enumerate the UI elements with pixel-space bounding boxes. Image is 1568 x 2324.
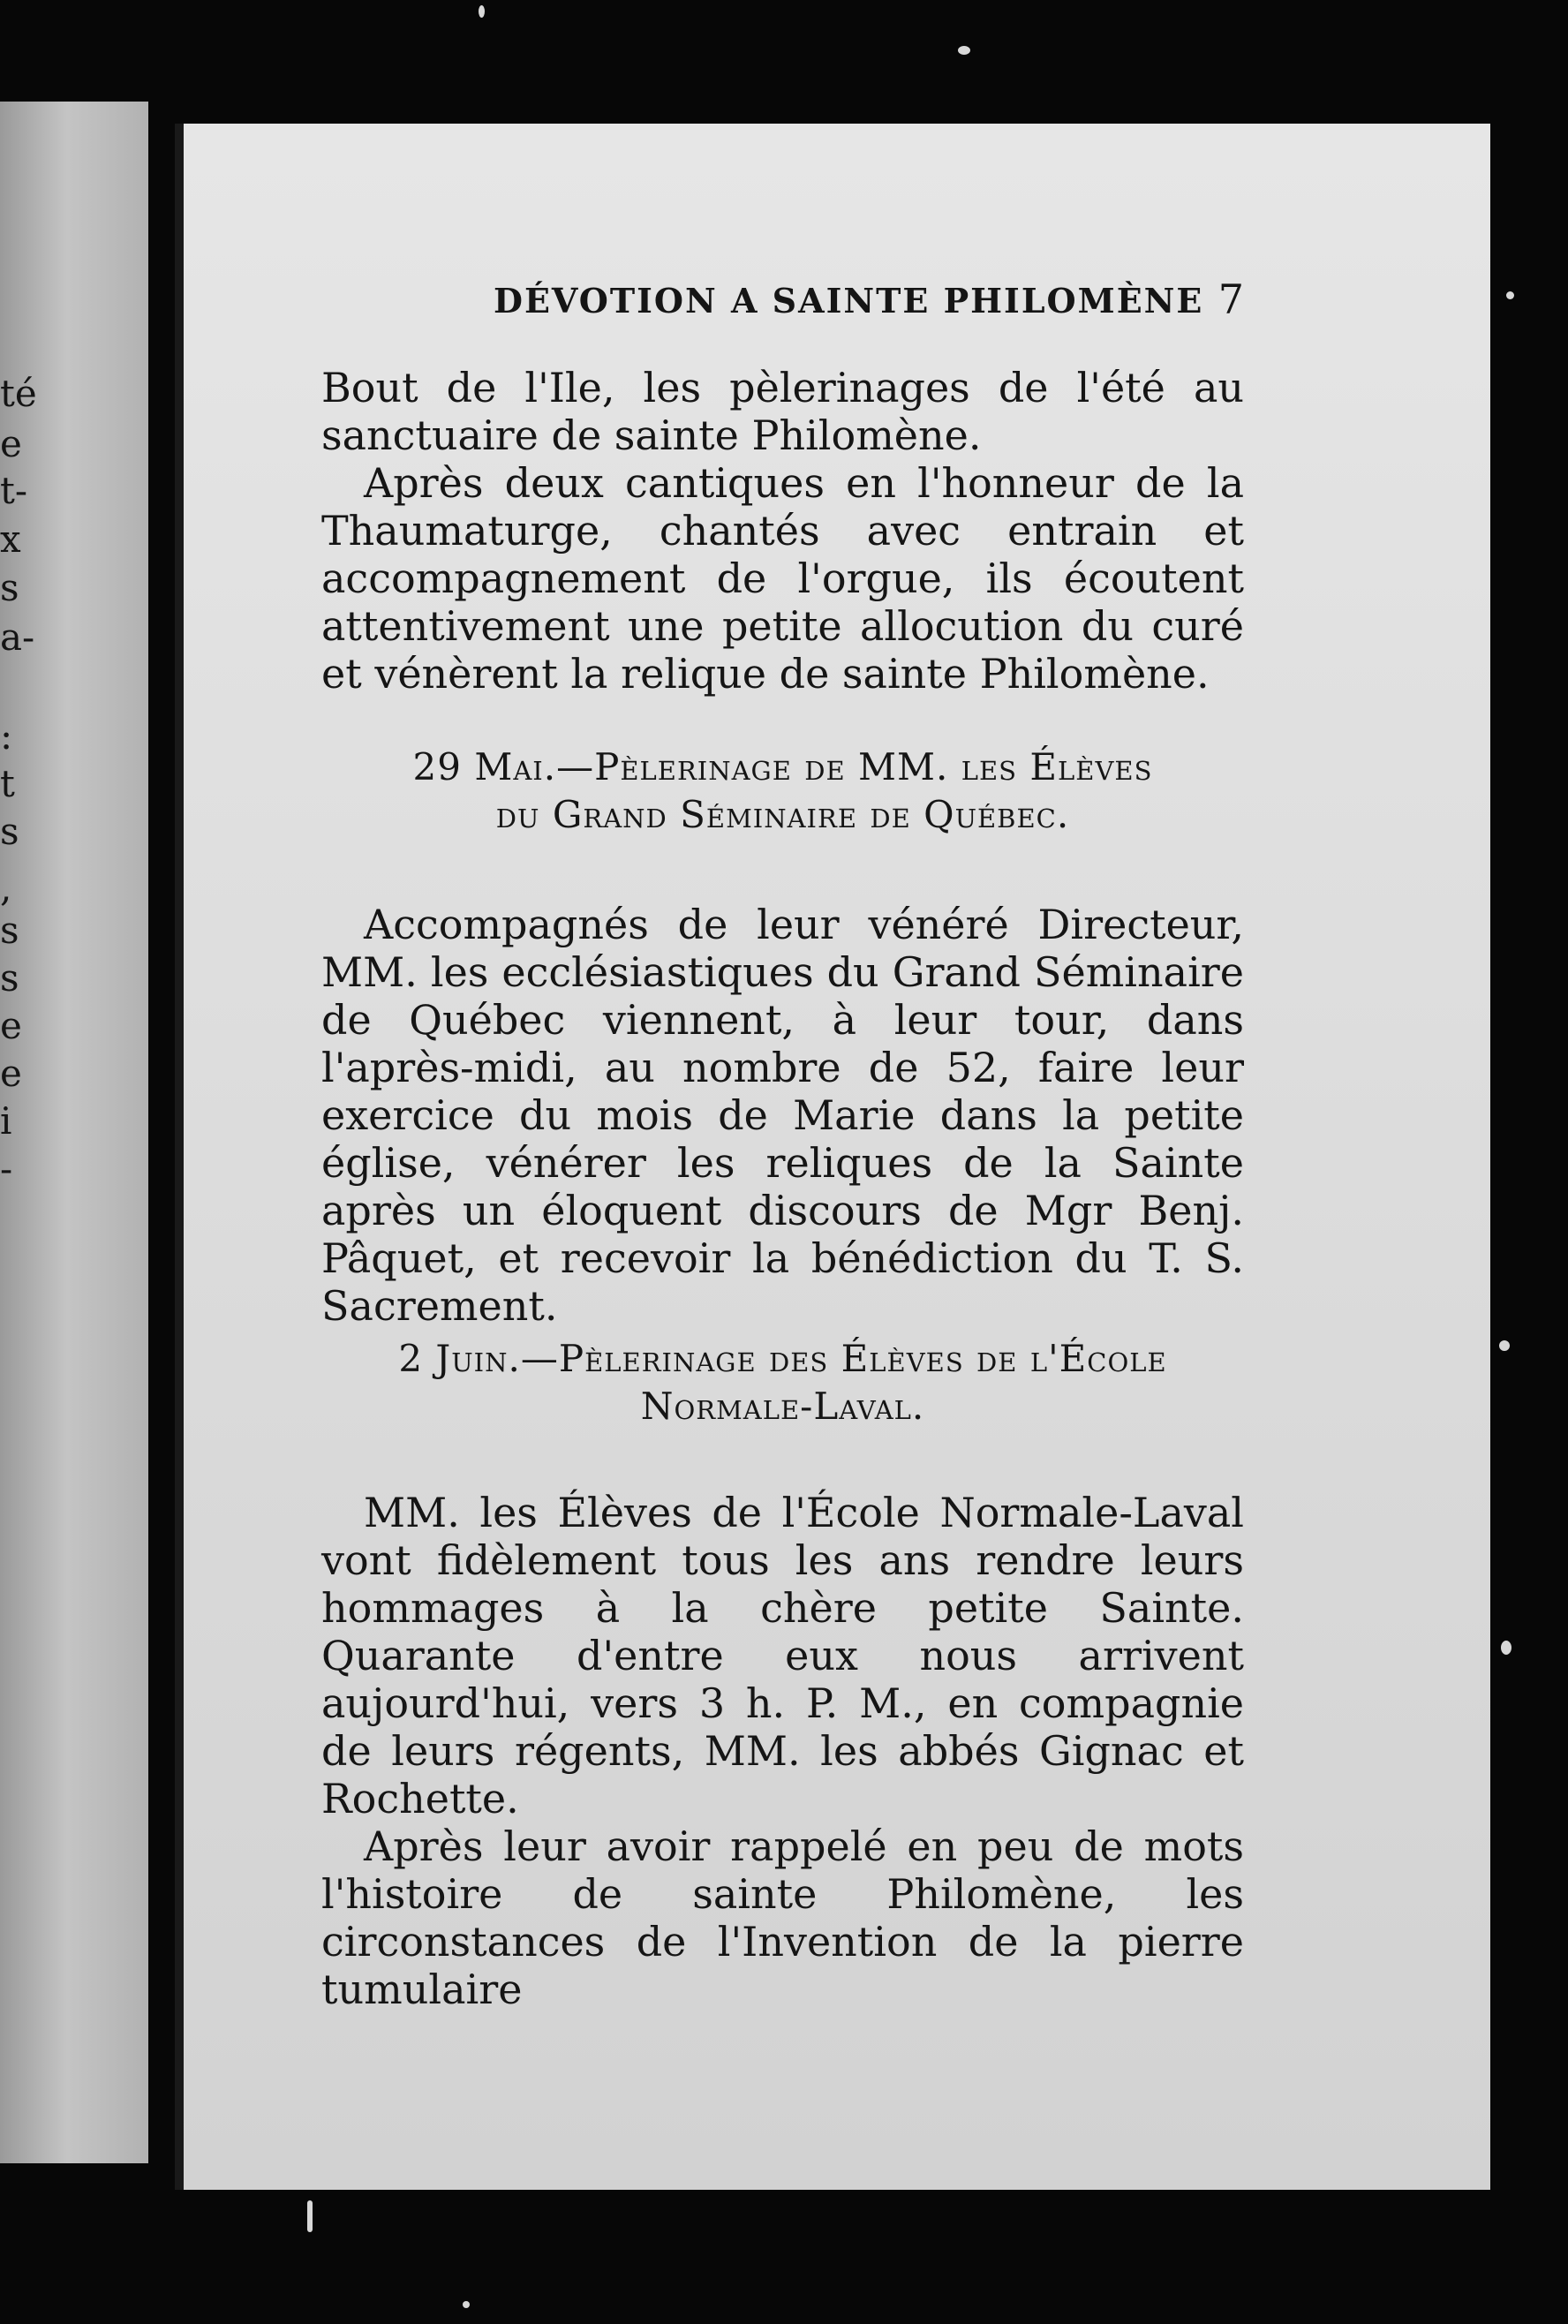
left-page-fragment: x — [0, 517, 21, 561]
left-page-fragment: : — [0, 714, 13, 758]
section-heading-line: Normale-Laval. — [640, 1385, 925, 1428]
running-head-title: DÉVOTION A SAINTE PHILOMÈNE — [494, 281, 1204, 321]
dust-speck — [307, 2200, 313, 2232]
dust-speck — [479, 5, 485, 18]
left-page-fragment: a- — [0, 615, 35, 659]
book-page — [175, 124, 1490, 2190]
left-page-fragment: i — [0, 1099, 12, 1143]
left-page-fragment: s — [0, 956, 19, 1000]
section-heading — [321, 1335, 1244, 1430]
paragraph: Accompagnés de leur vénéré Directeur, MM. les ecclésiastiques du Grand Séminaire de Québec viennent, à leur tour, dans l'après-midi, au nombre de 52, faire leur exercice du mois de Marie dans la petite église, vénérer les reliques de la Sainte après un éloquent discours de Mgr Benj. Pâquet, et recevoir la bénédiction du T. S. Sacrement. — [321, 901, 1244, 1330]
left-page-fragment: e — [0, 422, 22, 465]
dust-speck — [1506, 291, 1514, 299]
section-heading-line: 29 Mai.—Pèlerinage de MM. les Élèves — [412, 745, 1153, 788]
left-facing-page — [0, 102, 148, 2163]
paragraph: MM. les Élèves de l'École Normale-Laval vont fidèlement tous les ans rendre leurs hommages à la chère petite Sainte. Quarante d'entre eux nous arrivent aujourd'hui, vers 3 h. P. M., en compagnie de leurs régents, MM. les abbés Gignac et Rochette. — [321, 1489, 1244, 1822]
opening-text — [321, 364, 1244, 698]
left-page-fragment: s — [0, 810, 19, 853]
left-page-fragment: s — [0, 909, 19, 952]
dust-speck — [958, 46, 970, 55]
running-head — [321, 275, 1244, 334]
section-heading-line: du Grand Séminaire de Québec. — [495, 793, 1070, 836]
dust-speck — [463, 2301, 470, 2308]
left-page-fragment: t — [0, 762, 15, 805]
page-number: 7 — [1217, 275, 1244, 323]
section-heading-line: 2 Juin.—Pèlerinage des Élèves de l'École — [398, 1337, 1167, 1380]
paragraph: Bout de l'Ile, les pèlerinages de l'été au sanctuaire de sainte Philomène. — [321, 364, 1244, 459]
section-heading — [321, 743, 1244, 839]
left-page-fragment: s — [0, 566, 19, 609]
section-text — [321, 1489, 1244, 2013]
paragraph: Après leur avoir rappelé en peu de mots l'histoire de sainte Philomène, les circonstances de l'Invention de la pierre tumulaire — [321, 1822, 1244, 2013]
left-page-fragment: e — [0, 1052, 22, 1095]
dust-speck — [1501, 1641, 1511, 1655]
left-page-fragment: , — [0, 866, 12, 909]
left-page-fragment: t- — [0, 469, 28, 512]
section-text — [321, 901, 1244, 1330]
left-page-fragment: - — [0, 1147, 13, 1190]
dust-speck — [1499, 1340, 1510, 1351]
left-page-fragment: e — [0, 1004, 22, 1047]
paragraph: Après deux cantiques en l'honneur de la Thaumaturge, chantés avec entrain et accompagnement de l'orgue, ils écoutent attentivement une petite allocution du curé et vénèrent la relique de sainte Philomène. — [321, 459, 1244, 698]
left-page-fragment: té — [0, 372, 37, 415]
